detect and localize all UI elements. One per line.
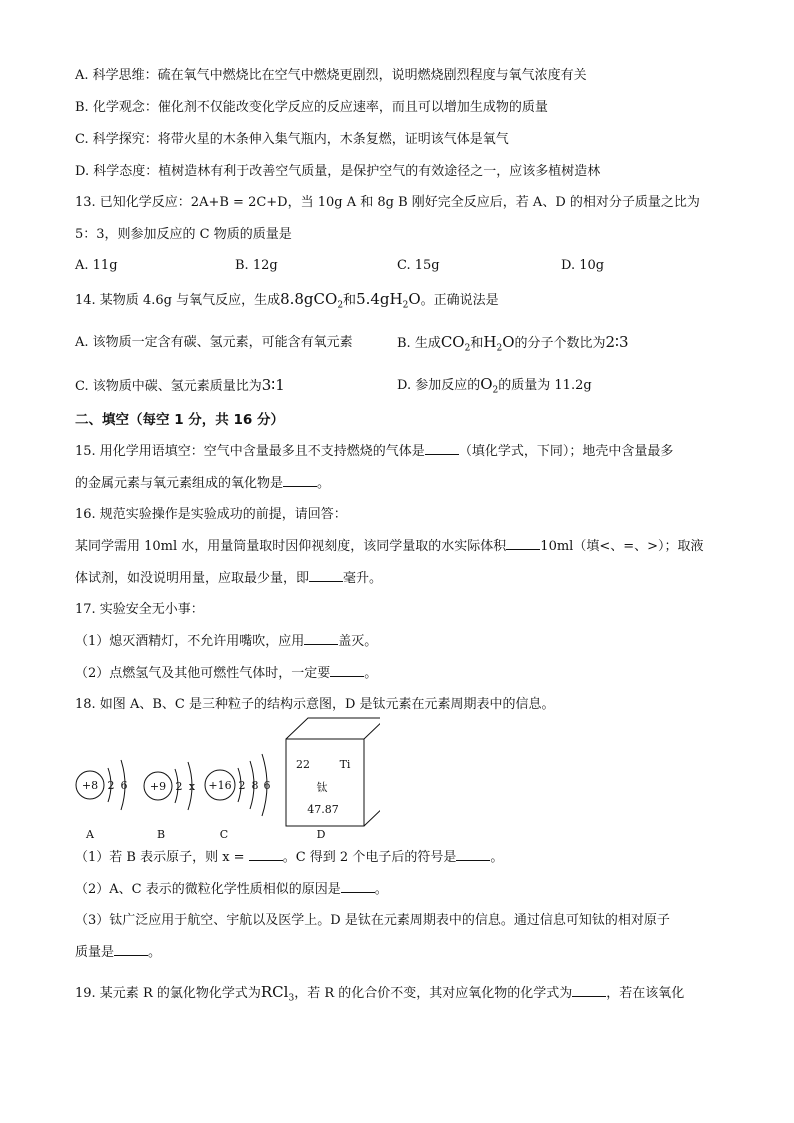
q18-figure [60, 712, 380, 847]
q15-line1: 15. 用化学用语填空：空气中含量最多且不支持燃烧的气体是 （填化学式，下同）；地壳中含量最多 [75, 444, 674, 459]
q18-part1: （1）若 B 表示原子，则 x = 。C 得到 2 个电子后的符号是 。 [75, 850, 504, 865]
element-symbol: Ti [339, 758, 351, 771]
element-atomic-number: 22 [296, 758, 310, 771]
atom-a-nucleus-label: +8 [81, 779, 99, 792]
q16-line2: 某同学需用 10ml 水，用量筒量取时因仰视刻度，该同学量取的水实际体积 10ml（填<、=、>）；取液 [75, 539, 704, 554]
atom-c-electrons-3: 6 [263, 779, 271, 792]
figure-label-d: D [316, 828, 326, 841]
figure-label-a: A [86, 828, 94, 841]
atom-c-nucleus-label: +16 [208, 779, 232, 792]
atom-c-electrons-1: 2 [238, 779, 246, 792]
q15-blank-1[interactable] [425, 442, 459, 455]
atom-b-electrons-1: 2 [175, 780, 183, 793]
q13-option-a: A. 11g [75, 258, 118, 273]
q18-blank-symbol[interactable] [456, 848, 490, 861]
q18-blank-x[interactable] [249, 848, 283, 861]
atom-a-electrons-1: 2 [107, 779, 115, 792]
element-card-top [286, 718, 380, 739]
figure-label-b: B [156, 828, 166, 841]
q16-blank-2[interactable] [309, 569, 343, 582]
q18-part3-line2: 质量是 。 [75, 945, 162, 960]
element-card-side [364, 718, 380, 826]
q18-stem: 18. 如图 A、B、C 是三种粒子的结构示意图，D 是钛元素在元素周期表中的信息。 [75, 697, 555, 712]
q15-blank-2[interactable] [283, 474, 317, 487]
q19-stem: 19. 某元素 R 的氯化物化学式为RCl$_3$，若 R 的化合价不变，其对应氧化物的化学式为 ，若在该氧化 [75, 983, 685, 1004]
q16-line1: 16. 规范实验操作是实验成功的前提，请回答： [75, 507, 347, 522]
q18-part3-line1: （3）钛广泛应用于航空、宇航以及医学上。D 是钛在元素周期表中的信息。通过信息可知钛的相对原子 [75, 913, 670, 928]
q12-option-b: B. 化学观念：催化剂不仅能改变化学反应的反应速率，而且可以增加生成物的质量 [75, 100, 548, 115]
section-heading: 二、填空（每空 1 分，共 16 分） [75, 412, 284, 428]
q13-option-d: D. 10g [561, 258, 605, 273]
q12-option-c: C. 科学探究：将带火星的木条伸入集气瓶内，木条复燃，证明该气体是氧气 [75, 132, 509, 147]
q17-line3: （2）点燃氢气及其他可燃性气体时，一定要 。 [75, 666, 378, 681]
q13-option-b: B. 12g [235, 258, 278, 273]
q13-stem-line1: 13. 已知化学反应：2A+B = 2C+D，当 10g A 和 8g B 刚好完全反应后，若 A、D 的相对分子质量之比为 [75, 195, 700, 210]
q18-part2: （2）A、C 表示的微粒化学性质相似的原因是 。 [75, 882, 388, 897]
atom-b-nucleus-label: +9 [149, 780, 167, 793]
q12-option-d: D. 科学态度：植树造林有利于改善空气质量，是保护空气的有效途径之一，应该多植树造林 [75, 164, 601, 179]
q18-blank-mass[interactable] [114, 943, 148, 956]
q13-stem-line2: 5：3，则参加反应的 C 物质的质量是 [75, 227, 292, 242]
atom-c-electrons-2: 8 [251, 779, 259, 792]
q14-option-a: A. 该物质一定含有碳、氢元素，可能含有氧元素 [75, 335, 353, 350]
q14-option-b: B. 生成$CO_2$和$H_2O$的分子个数比为2∶3 [397, 333, 629, 354]
q13-option-c: C. 15g [397, 258, 440, 273]
figure-label-c: C [219, 828, 229, 841]
q18-blank-reason[interactable] [341, 880, 375, 893]
q16-line3: 体试剂，如没说明用量，应取最少量，即 毫升。 [75, 571, 383, 586]
q14-option-d: D. 参加反应的$O_2$的质量为 11.2g [397, 375, 592, 396]
q14-option-c: C. 该物质中碳、氢元素质量比为3∶1 [75, 376, 285, 394]
q17-line2: （1）熄灭酒精灯，不允许用嘴吹，应用 盖灭。 [75, 634, 378, 649]
q19-blank-1[interactable] [572, 984, 606, 997]
element-name: 钛 [316, 781, 328, 794]
q17-blank-2[interactable] [330, 664, 364, 677]
atom-b-electrons-2: x [188, 780, 196, 793]
q16-blank-1[interactable] [506, 537, 540, 550]
element-mass: 47.87 [307, 803, 339, 816]
q15-line2: 的金属元素与氧元素组成的氧化物是 。 [75, 476, 331, 491]
q12-option-a: A. 科学思维：硫在氧气中燃烧比在空气中燃烧更剧烈，说明燃烧剧烈程度与氧气浓度有关 [75, 68, 587, 83]
atom-a-electrons-2: 6 [120, 779, 128, 792]
q17-blank-1[interactable] [304, 632, 338, 645]
q17-line1: 17. 实验安全无小事： [75, 602, 204, 617]
q14-stem: 14. 某物质 4.6g 与氧气反应，生成8.8gCO$_2$和$5.4gH_2O$。正确说法是 [75, 290, 499, 311]
